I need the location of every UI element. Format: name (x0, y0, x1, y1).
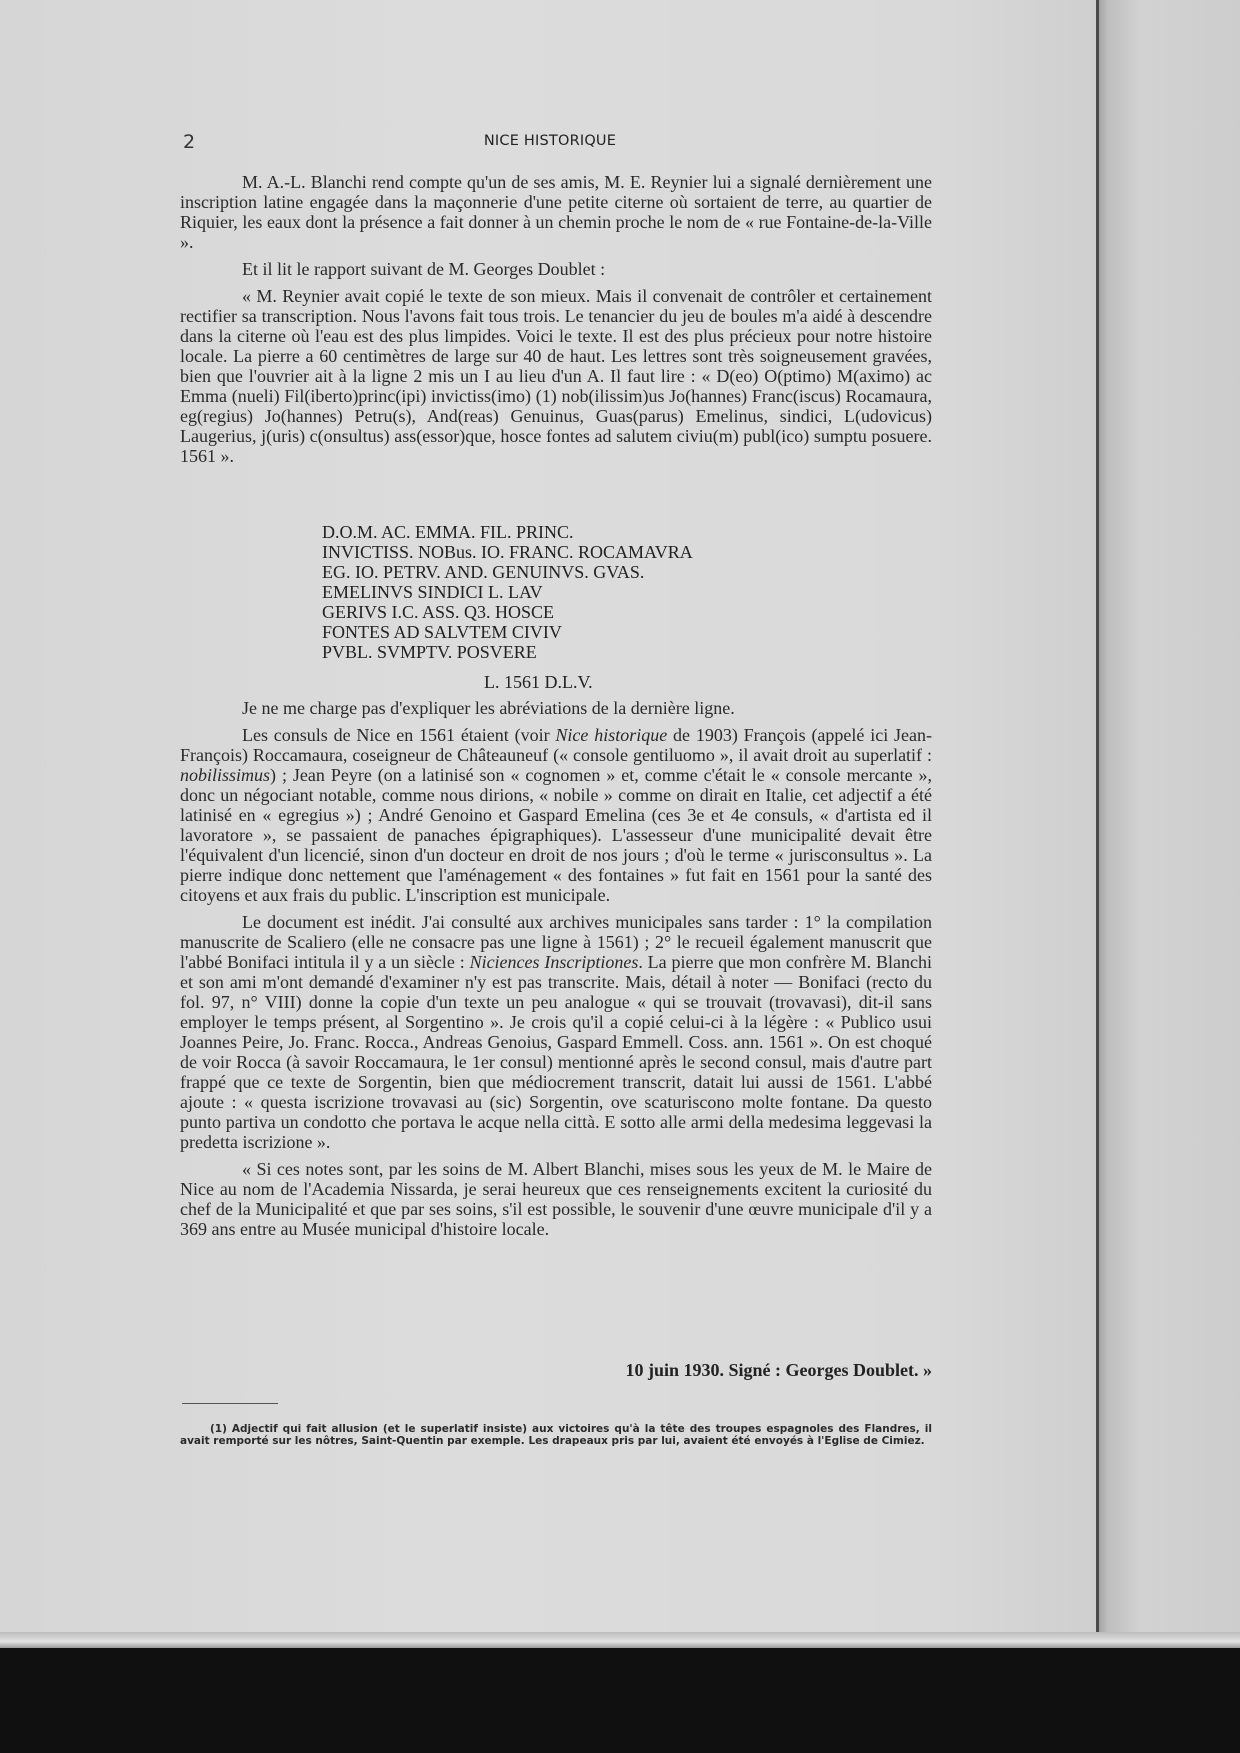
inscription-date: L. 1561 D.L.V. (484, 672, 593, 692)
footnote-divider (182, 1403, 278, 1404)
inscription-line: EG. IO. PETRV. AND. GENUINVS. GVAS. (322, 562, 645, 582)
inscription-line: EMELINVS SINDICI L. LAV (322, 582, 543, 602)
signature-line: 10 juin 1930. Signé : Georges Doublet. » (625, 1360, 932, 1380)
inscription-line: D.O.M. AC. EMMA. FIL. PRINC. (322, 522, 574, 542)
paragraph: Le document est inédit. J'ai consulté aux archives municipales sans tarder : 1° la compilation manuscrite de Scaliero (elle ne consacre pas une ligne à 1561) ; 2° le recueil également manuscrit que l'abbé Bonifaci intitula il y a un siècle : Niciences Inscriptiones. La pierre que mon confrère M. Blanchi et son ami m'ont demandé d'examiner n'y est pas transcrite. Mais, détail à noter — Bonifaci (recto du fol. 97, n° VIII) donne la copie d'un texte un peu analogue « qui se trouvait (trovavasi), dit-il sans employer le temps présent, al Sorgentino ». Je crois qu'il a copié celui-ci à la légère : « Publico usui Joannes Peire, Jo. Franc. Rocca., Andreas Genoius, Gaspard Emmell. Coss. ann. 1561 ». On est choqué de voir Rocca (à savoir Roccamaura, le 1er consul) mentionné après le second consul, mais d'autre part frappé que ce texte de Sorgentin, bien que médiocrement transcrit, datait lui aussi de 1561. L'abbé ajoute : « questa iscrizione trovavasi au (sic) Sorgentin, ove scaturiscono molte fontane. Da questo punto partiva un condotto che portava le acque nella città. E sotto alle armi della medesima leggevasi la predetta iscrizione ». (180, 912, 932, 1152)
inscription-line: GERIVS I.C. ASS. Q3. HOSCE (322, 602, 555, 622)
paragraph: Les consuls de Nice en 1561 étaient (voir Nice historique de 1903) François (appelé ici Jean-François) Roccamaura, coseigneur de Châteauneuf (« console gentiluomo », il avait droit au superlatif : nobilissimus) ; Jean Peyre (on a latinisé son « cognomen » et, comme c'était le « console mercante », donc un négociant notable, comme nous dirions, « nobile » comme on dirait en Italie, cet adjectif a été latinisé en « egregius ») ; André Genoino et Gaspard Emelina (ces 3e et 4e consuls, « d'artista ed il lavoratore », se passaient de panaches épigraphiques). L'assesseur d'une municipalité devait être l'équivalent d'un licencié, sinon d'un docteur en droit de nos jours ; d'où le terme « jurisconsultus ». La pierre indique donc nettement que l'aménagement « des fontaines » fut fait en 1561 pour la santé des citoyens et aux frais du public. L'inscription est municipale. (180, 725, 932, 905)
body-text-part-1 (180, 172, 932, 473)
page-spine-shadow (1096, 0, 1240, 1640)
inscription-block (322, 522, 922, 662)
paragraph: M. A.-L. Blanchi rend compte qu'un de ses amis, M. E. Reynier lui a signalé dernièrement une inscription latine engagée dans la maçonnerie d'une petite citerne où sortaient de terre, au quartier de Riquier, les eaux dont la présence a fait donner à un chemin proche le nom de « rue Fontaine-de-la-Ville ». (180, 172, 932, 252)
inscription-line: FONTES AD SALVTEM CIVIV (322, 622, 562, 642)
page-edge-line (1096, 0, 1099, 1640)
inscription-line: PVBL. SVMPTV. POSVERE (322, 642, 537, 662)
page-bottom-edge (0, 1632, 1240, 1648)
paragraph: Et il lit le rapport suivant de M. Georges Doublet : (242, 259, 606, 279)
body-text-part-2 (180, 698, 932, 1246)
paragraph: Je ne me charge pas d'expliquer les abréviations de la dernière ligne. (242, 698, 735, 718)
footnote: (1) Adjectif qui fait allusion (et le superlatif insiste) aux victoires qu'à la tête des troupes espagnoles des Flandres, il avait remporté sur les nôtres, Saint-Quentin par exemple. Les drapeaux pris par lui, avaient été envoyés à l'Eglise de Cimiez. (180, 1423, 932, 1447)
page-number: 2 (183, 131, 196, 153)
inscription-line: INVICTISS. NOBus. IO. FRANC. ROCAMAVRA (322, 542, 693, 562)
paragraph: « M. Reynier avait copié le texte de son mieux. Mais il convenait de contrôler et certainement rectifier sa transcription. Nous l'avons fait tous trois. Le tenancier du jeu de boules m'a aidé à descendre dans la citerne où l'eau est des plus limpides. Voici le texte. Il est des plus précieux pour notre histoire locale. La pierre a 60 centimètres de large sur 40 de haut. Les lettres sont très soigneusement gravées, bien que l'ouvrier ait à la ligne 2 mis un I au lieu d'un A. Il faut lire : « D(eo) O(ptimo) M(aximo) ac Emma (nueli) Fil(iberto)princ(ipi) invictiss(imo) (1) nob(ilissim)us Jo(hannes) Franc(iscus) Rocamaura, eg(regius) Jo(hannes) Petru(s), And(reas) Genuinus, Guas(parus) Emelinus, sindici, L(udovicus) Laugerius, j(uris) c(onsultus) ass(essor)que, hosce fontes ad salutem civiu(m) publ(ico) sumptu posuere. 1561 ». (180, 286, 932, 466)
paragraph: « Si ces notes sont, par les soins de M. Albert Blanchi, mises sous les yeux de M. le Maire de Nice au nom de l'Academia Nissarda, je serai heureux que ces renseignements excitent la curiosité du chef de la Municipalité et que par ses soins, s'il est possible, le souvenir d'une œuvre municipale d'il y a 369 ans entre au Musée municipal d'histoire locale. (180, 1159, 932, 1239)
running-head: NICE HISTORIQUE (483, 133, 617, 149)
